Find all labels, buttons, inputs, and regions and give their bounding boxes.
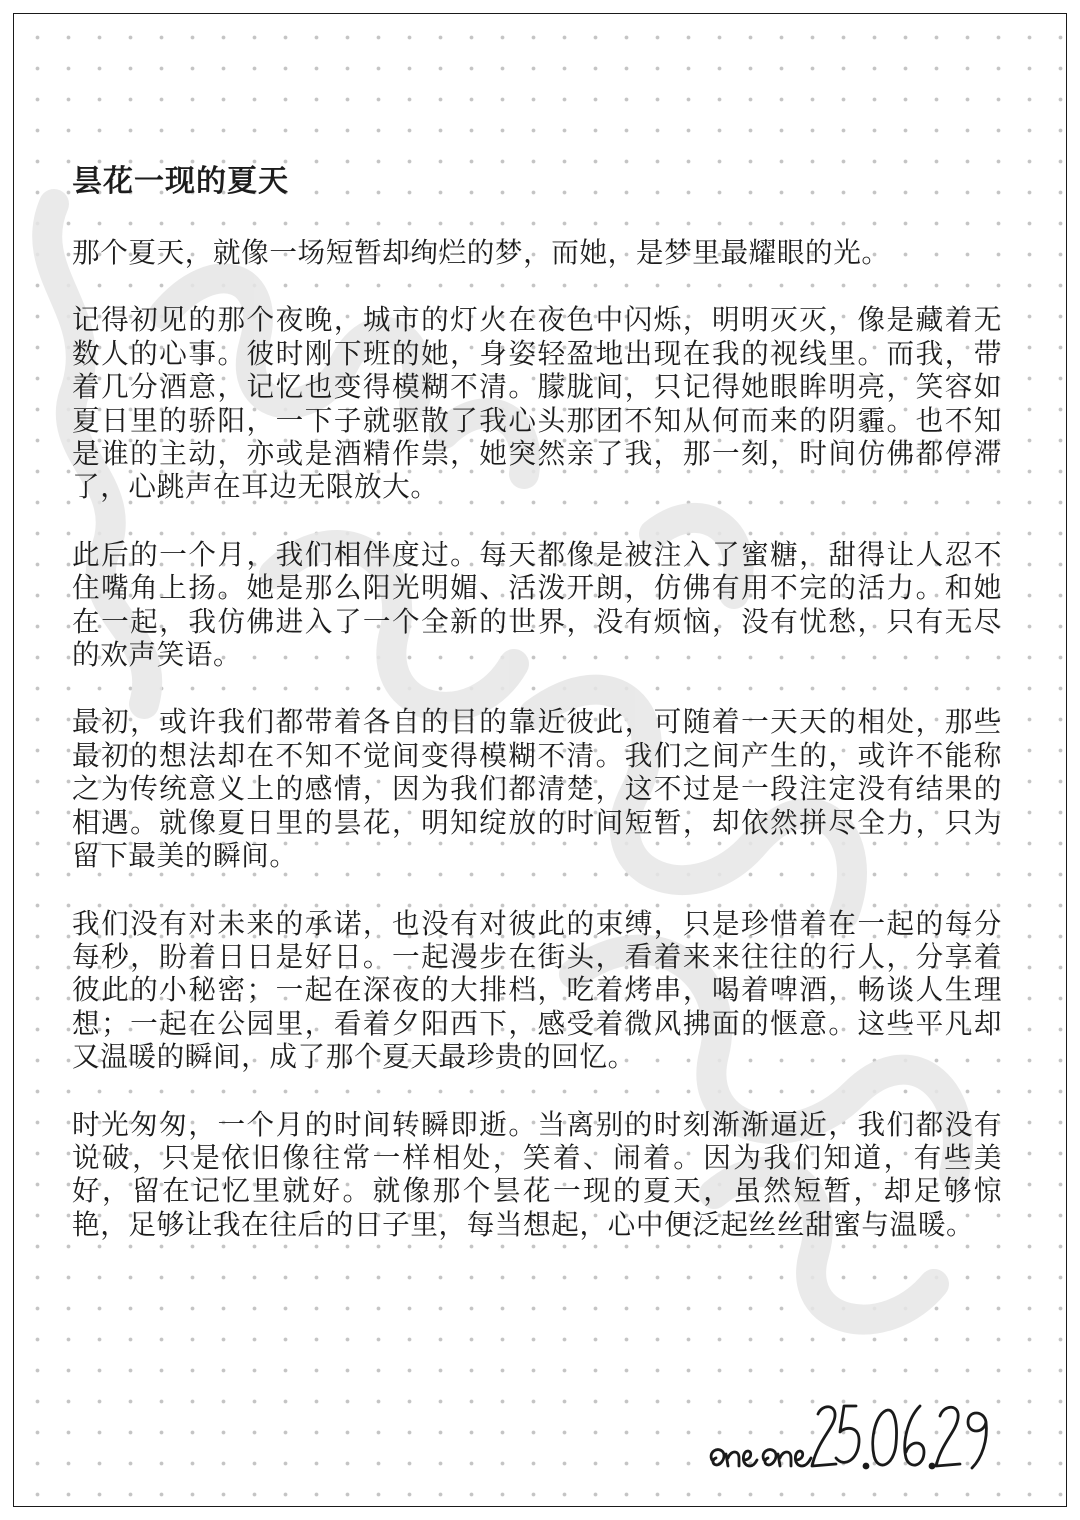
letter-content [72,162,1002,1275]
paragraph-3: 此后的一个月，我们相伴度过。每天都像是被注入了蜜糖，甜得让人忍不住嘴角上扬。她是那么阳光明媚、活泼开朗，仿佛有用不完的活力。和她在一起，我仿佛进入了一个全新的世界，没有烦恼，没有忧愁，只有无尽的欢声笑语。 [72,537,1002,672]
handwritten-signature [706,1382,1006,1492]
paragraph-6: 时光匆匆，一个月的时间转瞬即逝。当离别的时刻渐渐逼近，我们都没有说破，只是依旧像往常一样相处，笑着、闹着。因为我们知道，有些美好，留在记忆里就好。就像那个昙花一现的夏天，虽然短暂，却足够惊艳，足够让我在往后的日子里，每当想起，心中便泛起丝丝甜蜜与温暖。 [72,1107,1002,1241]
paragraph-4: 最初，或许我们都带着各自的目的靠近彼此，可随着一天天的相处，那些最初的想法却在不知不觉间变得模糊不清。我们之间产生的，或许不能称之为传统意义上的感情，因为我们都清楚，这不过是一段注定没有结果的相遇。就像夏日里的昙花，明知绽放的时间短暂，却依然拼尽全力，只为留下最美的瞬间。 [72,705,1002,873]
paragraph-1: 那个夏天，就像一场短暂却绚烂的梦，而她，是梦里最耀眼的光。 [72,236,890,269]
paragraph-2: 记得初见的那个夜晚，城市的灯火在夜色中闪烁，明明灭灭，像是藏着无数人的心事。彼时刚下班的她，身姿轻盈地出现在我的视线里。而我，带着几分酒意，记忆也变得模糊不清。朦胧间，只记得她眼眸明亮，笑容如夏日里的骄阳，一下子就驱散了我心头那团不知从何而来的阴霾。也不知是谁的主动，亦或是酒精作祟，她突然亲了我，那一刻，时间仿佛都停滞了，心跳声在耳边无限放大。 [72,303,1002,504]
paragraph-5: 我们没有对未来的承诺，也没有对彼此的束缚，只是珍惜着在一起的每分每秒，盼着日日是好日。一起漫步在街头，看着来来往往的行人，分享着彼此的小秘密；一起在深夜的大排档，吃着烤串，喝着啤酒，畅谈人生理想；一起在公园里，看着夕阳西下，感受着微风拂面的惬意。这些平凡却又温暖的瞬间，成了那个夏天最珍贵的回忆。 [72,906,1002,1074]
page-title: 昙花一现的夏天 [72,164,289,199]
notebook-page [13,13,1067,1507]
